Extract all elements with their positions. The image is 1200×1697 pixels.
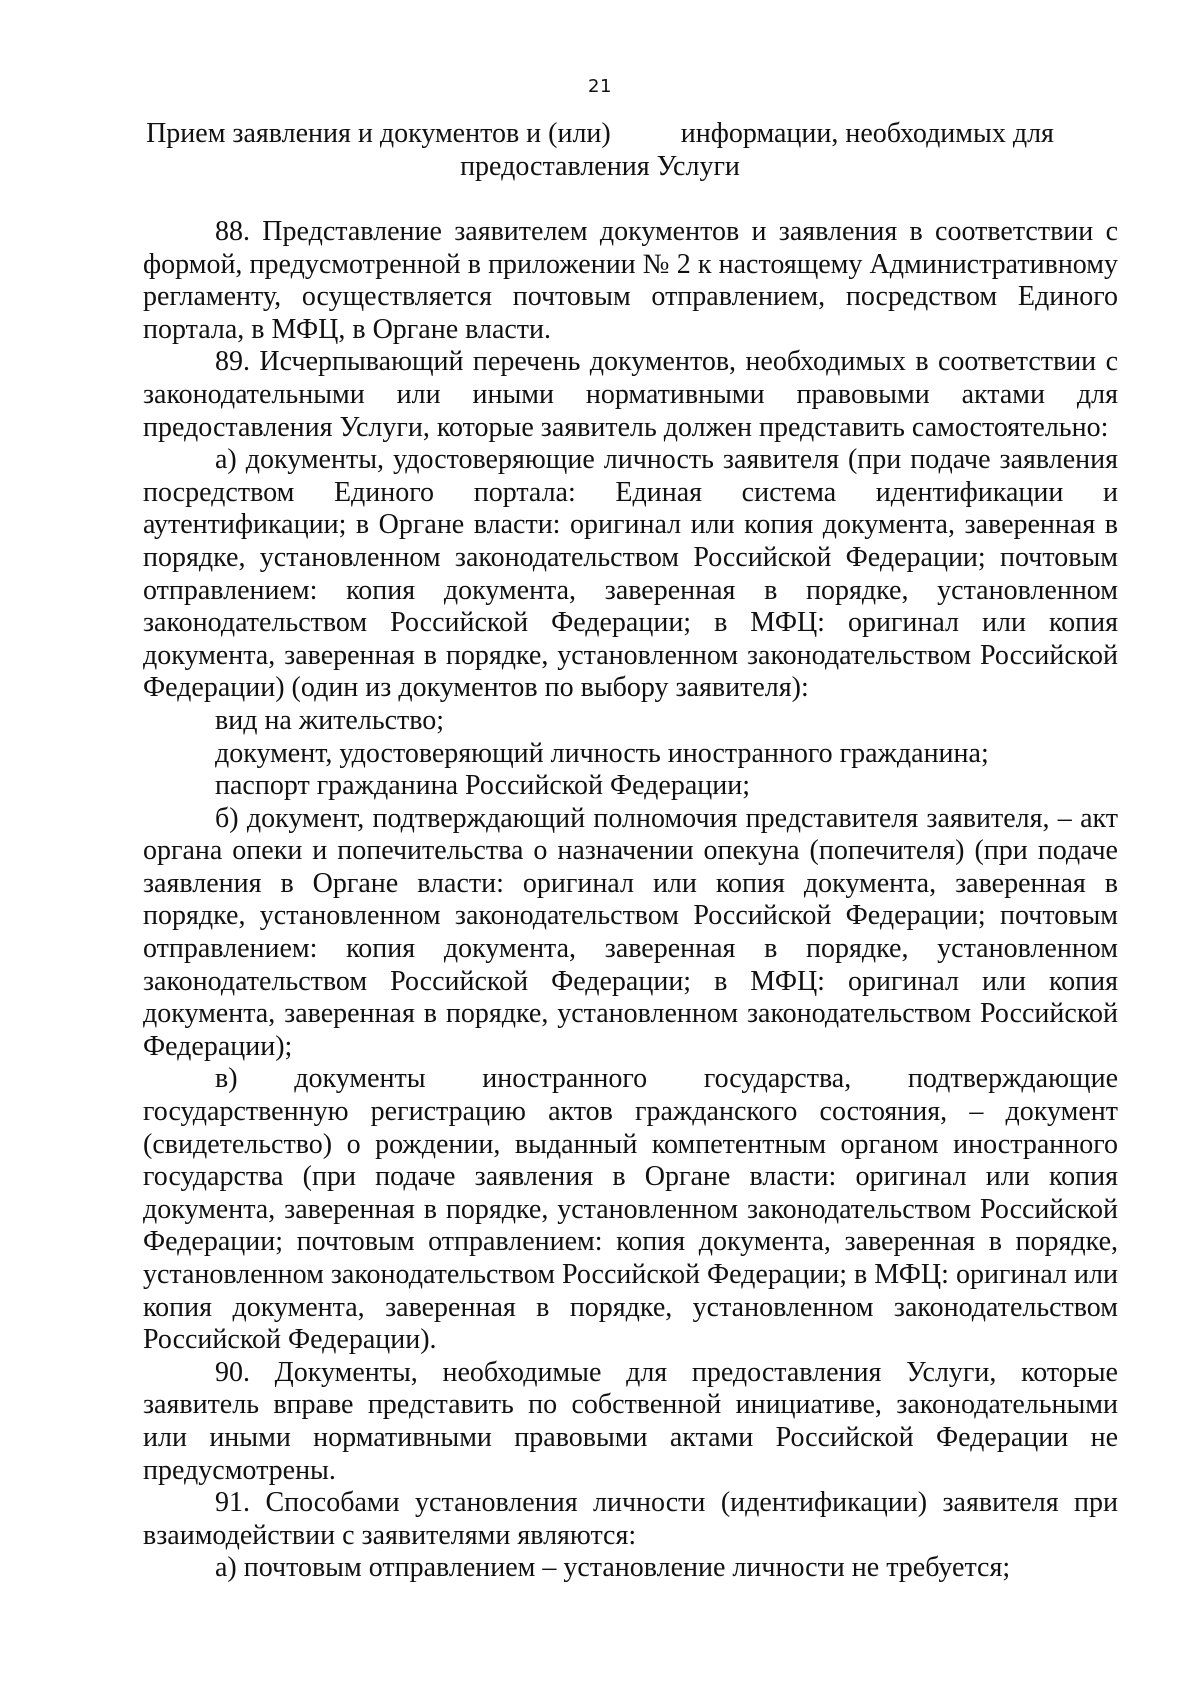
item-89-v: в) документы иностранного государства, подтверждающие государственную регистрацию актов гражданского состояния, – документ (свидетельство) о рождении, выданный компетентным органом иностранного государства (при подаче заявления в Органе власти: оригинал или копия документа, заверенная в порядке, установленном законодательством Российской Федерации; почтовым отправлением: копия документа, заверенная в порядке, установленном законодательством Российской Федерации; в МФЦ: оригинал или копия документа, заверенная в порядке, установленном законодательством Российской Федерации). <box>143 1063 1118 1356</box>
section-title-line-2: предоставления Услуги <box>460 151 740 182</box>
paragraph-90: 90. Документы, необходимые для предоставления Услуги, которые заявитель вправе представить по собственной инициативе, законодательными или иными нормативными правовыми актами Российской Федерации не предусмотрены. <box>143 1356 1118 1486</box>
item-91-a: а) почтовым отправлением – установление личности не требуется; <box>215 1552 1011 1584</box>
list-item-passport: паспорт гражданина Российской Федерации; <box>215 770 751 802</box>
section-title-line-1-left: Прием заявления и документов и (или) <box>146 118 611 149</box>
list-item-foreign-id: документ, удостоверяющий личность иностранного гражданина; <box>215 737 989 769</box>
section-title-line-1 <box>140 117 1060 150</box>
document-body <box>143 216 1118 1585</box>
paragraph-88: 88. Представление заявителем документов и заявления в соответствии с формой, предусмотренной в приложении № 2 к настоящему Административному регламенту, осуществляется почтовым отправлением, посредством Единого портала, в МФЦ, в Органе власти. <box>143 216 1118 345</box>
section-title <box>140 117 1060 183</box>
list-item-residence-permit: вид на жительство; <box>215 704 445 736</box>
paragraph-91: 91. Способами установления личности (идентификации) заявителя при взаимодействии с заявителями являются: <box>143 1487 1118 1551</box>
item-89-b: б) документ, подтверждающий полномочия представителя заявителя, – акт органа опеки и попечительства о назначении опекуна (попечителя) (при подаче заявления в Органе власти: оригинал или копия документа, заверенная в порядке, установленном законодательством Российской Федерации; почтовым отправлением: копия документа, заверенная в порядке, установленном законодательством Российской Федерации; в МФЦ: оригинал или копия документа, заверенная в порядке, установленном законодательством Российской Федерации); <box>143 802 1118 1062</box>
page-number: 21 <box>588 76 612 97</box>
paragraph-89: 89. Исчерпывающий перечень документов, необходимых в соответствии с законодательными или иными нормативными правовыми актами для предоставления Услуги, которые заявитель должен представить самостоятельно: <box>143 346 1118 443</box>
item-89-a: а) документы, удостоверяющие личность заявителя (при подаче заявления посредством Единого портала: Единая система идентификации и аутентификации; в Органе власти: оригинал или копия документа, заверенная в порядке, установленном законодательством Российской Федерации; почтовым отправлением: копия документа, заверенная в порядке, установленном законодательством Российской Федерации; в МФЦ: оригинал или копия документа, заверенная в порядке, установленном законодательством Российской Федерации) (один из документов по выбору заявителя): <box>143 444 1118 704</box>
section-title-line-1-right: информации, необходимых для <box>680 118 1054 149</box>
